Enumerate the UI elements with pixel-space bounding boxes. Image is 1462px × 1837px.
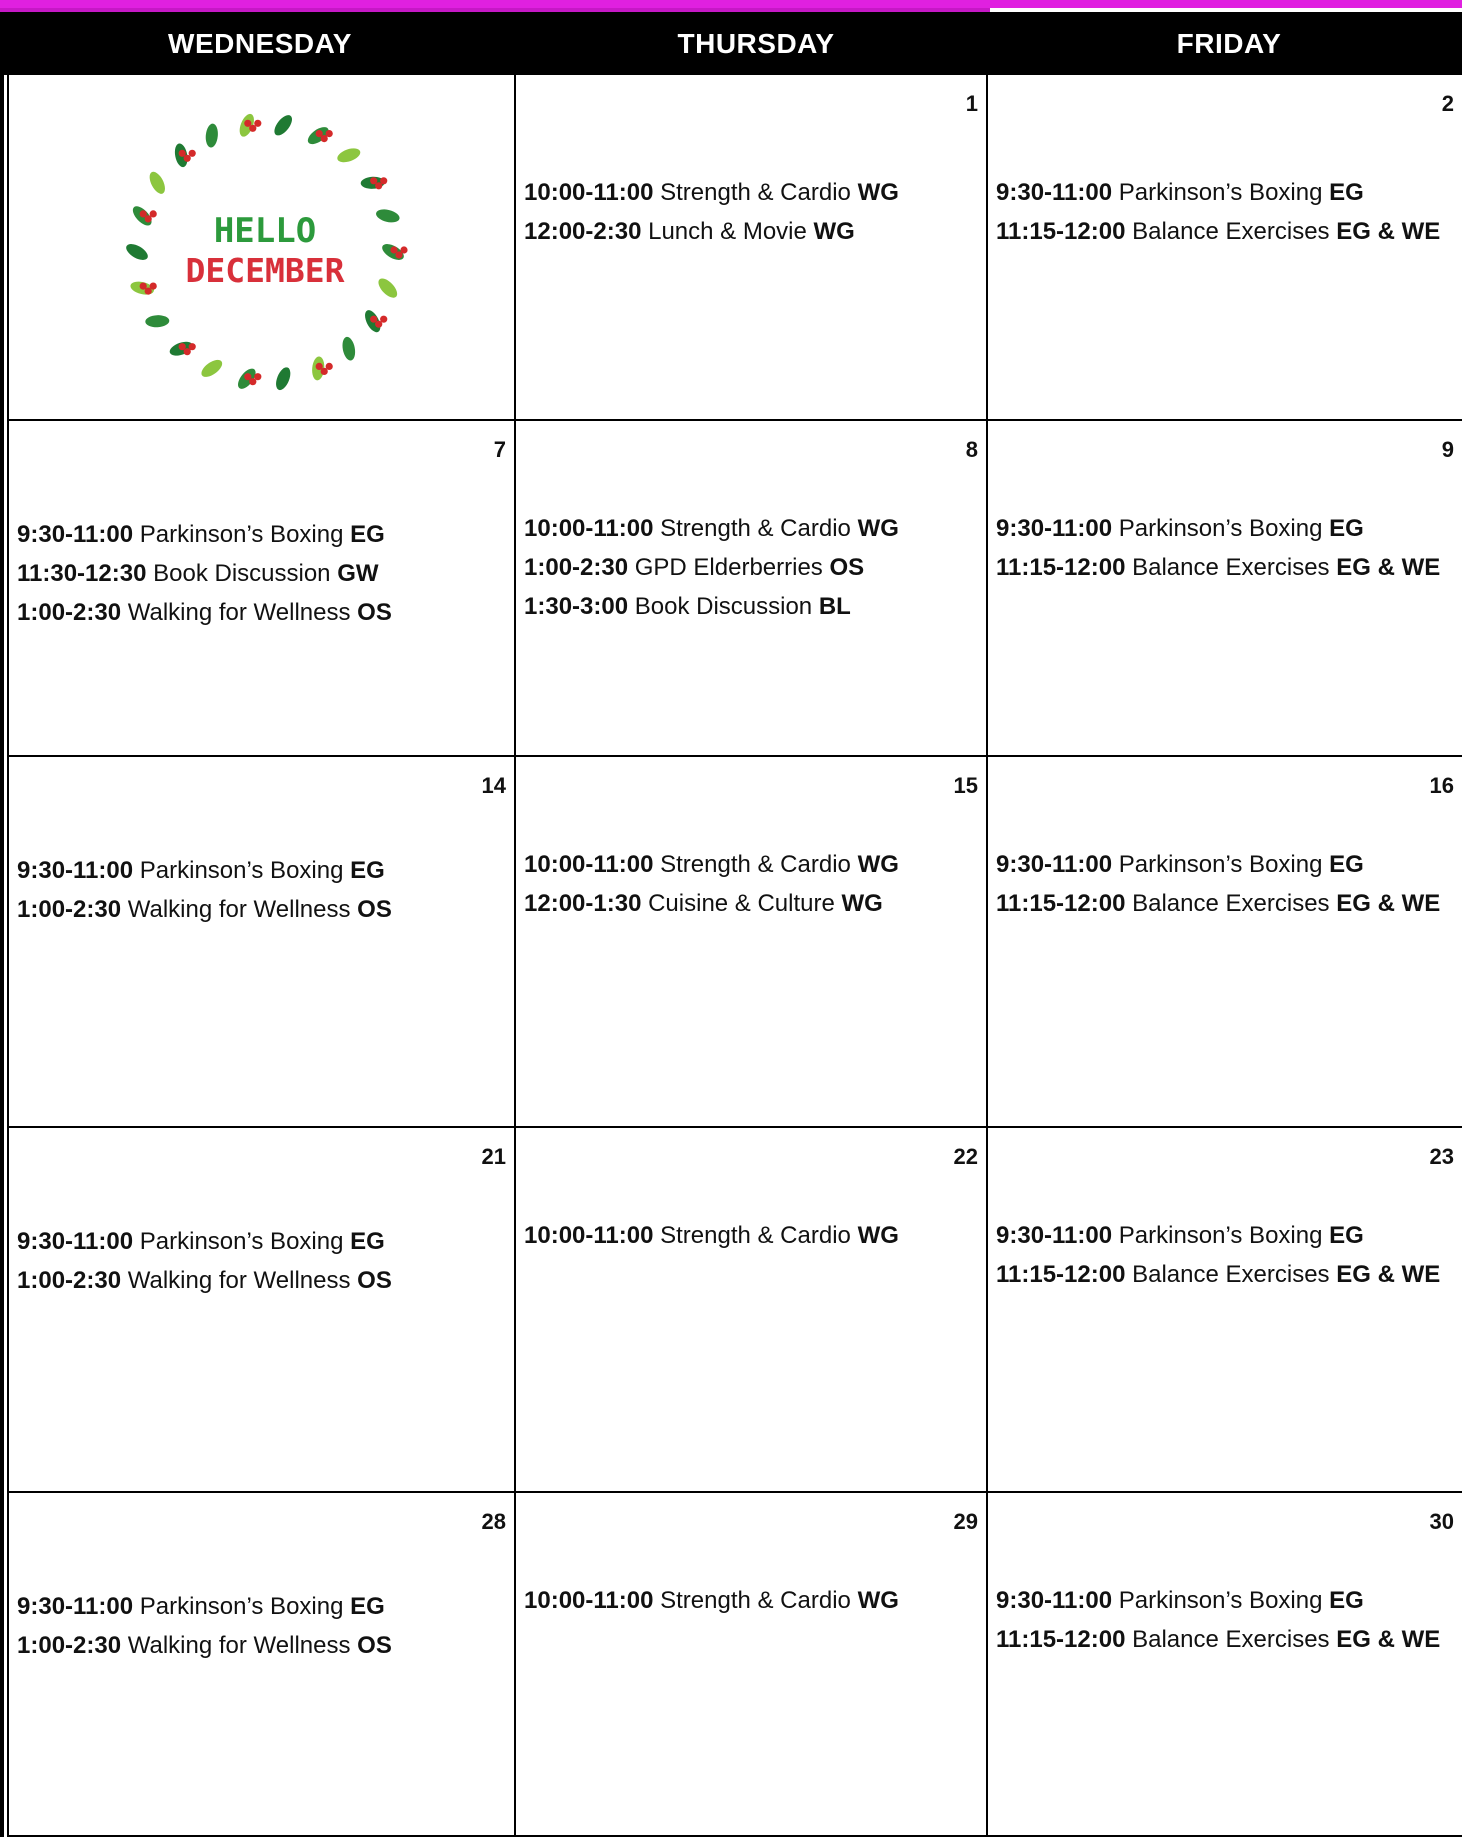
berry-icon <box>326 130 333 137</box>
berry-icon <box>150 210 157 217</box>
event-list <box>17 1587 508 1665</box>
event-time: 1:00-2:30 <box>17 1632 122 1659</box>
event-time: 11:15-12:00 <box>996 554 1126 581</box>
event-title: Parkinson’s Boxing <box>139 857 344 884</box>
event-time: 9:30-11:00 <box>17 1228 134 1255</box>
event-item <box>17 554 508 593</box>
event-item <box>524 845 980 884</box>
event-list <box>524 173 980 251</box>
event-time: 12:00-2:30 <box>524 218 642 245</box>
event-location: EG <box>1329 851 1364 878</box>
event-title: Balance Exercises <box>1132 1261 1330 1288</box>
day-cell <box>9 757 516 1128</box>
event-time: 9:30-11:00 <box>996 1222 1113 1249</box>
day-cell <box>9 421 516 757</box>
event-item <box>17 593 508 632</box>
event-time: 11:15-12:00 <box>996 1626 1126 1653</box>
event-item <box>996 1581 1456 1620</box>
berry-icon <box>150 283 157 290</box>
event-location: BL <box>818 593 851 620</box>
event-location: WG <box>857 179 899 206</box>
day-number: 15 <box>953 773 978 798</box>
day-number: 28 <box>481 1509 506 1534</box>
holly-leaf-icon <box>335 146 362 165</box>
day-cell <box>516 1493 988 1837</box>
event-time: 10:00-11:00 <box>524 1587 654 1614</box>
event-time: 10:00-11:00 <box>524 515 654 542</box>
frame-border <box>0 12 4 1837</box>
event-list <box>17 851 508 929</box>
event-item <box>996 548 1456 587</box>
event-location: WG <box>813 218 855 245</box>
event-location: WG <box>857 515 899 542</box>
event-item <box>996 212 1456 251</box>
event-time: 1:00-2:30 <box>17 599 122 626</box>
event-item <box>996 509 1456 548</box>
event-list <box>524 1581 980 1620</box>
event-title: Balance Exercises <box>1132 218 1330 245</box>
event-item <box>996 884 1456 923</box>
day-number: 21 <box>481 1144 506 1169</box>
day-number: 29 <box>953 1509 978 1534</box>
day-cell <box>9 1128 516 1493</box>
event-location: EG & WE <box>1336 1261 1441 1288</box>
event-location: WG <box>857 851 899 878</box>
event-title: Parkinson’s Boxing <box>1118 1222 1323 1249</box>
day-number: 30 <box>1429 1509 1454 1534</box>
berry-icon <box>326 363 333 370</box>
event-title: Parkinson’s Boxing <box>1118 1587 1323 1614</box>
event-item <box>996 1216 1456 1255</box>
event-time: 9:30-11:00 <box>996 1587 1113 1614</box>
event-time: 1:30-3:00 <box>524 593 629 620</box>
event-item <box>17 1587 508 1626</box>
event-item <box>17 890 508 929</box>
event-item <box>17 515 508 554</box>
day-number: 14 <box>481 773 506 798</box>
event-time: 9:30-11:00 <box>17 521 134 548</box>
event-title: Balance Exercises <box>1132 1626 1330 1653</box>
event-location: OS <box>357 1267 392 1294</box>
event-time: 11:30-12:30 <box>17 560 147 587</box>
event-list <box>17 515 508 632</box>
event-title: Parkinson’s Boxing <box>1118 515 1323 542</box>
holly-leaf-icon <box>205 123 219 148</box>
banner-line-2: DECEMBER <box>185 251 345 290</box>
day-cell <box>988 75 1462 421</box>
holly-leaf-icon <box>273 365 293 392</box>
accent-bar <box>0 0 1462 8</box>
day-number: 8 <box>965 437 978 462</box>
event-location: OS <box>829 554 865 581</box>
holly-leaf-icon <box>341 336 357 362</box>
day-cell <box>988 757 1462 1128</box>
event-title: Walking for Wellness <box>127 896 351 923</box>
header-friday: FRIDAY <box>1176 28 1282 59</box>
event-item <box>524 548 980 587</box>
event-time: 10:00-11:00 <box>524 851 654 878</box>
holly-leaf-icon <box>271 112 295 138</box>
berry-icon <box>189 343 196 350</box>
berry-icon <box>400 246 407 253</box>
day-number: 1 <box>965 91 978 116</box>
event-location: WG <box>841 890 883 917</box>
event-location: WG <box>857 1222 899 1249</box>
event-item <box>17 1222 508 1261</box>
event-location: OS <box>357 599 392 626</box>
berry-icon <box>254 373 261 380</box>
event-location: EG & WE <box>1336 1626 1441 1653</box>
event-title: GPD Elderberries <box>634 554 823 581</box>
event-list <box>524 509 980 626</box>
event-time: 1:00-2:30 <box>17 1267 122 1294</box>
event-item <box>524 1581 980 1620</box>
event-location: EG & WE <box>1336 554 1441 581</box>
event-title: Parkinson’s Boxing <box>139 521 344 548</box>
day-cell <box>988 421 1462 757</box>
event-title: Book Discussion <box>634 593 813 620</box>
event-title: Parkinson’s Boxing <box>1118 179 1323 206</box>
day-cell <box>988 1128 1462 1493</box>
day-number: 22 <box>953 1144 978 1169</box>
event-location: EG <box>1329 179 1364 206</box>
day-cell <box>988 1493 1462 1837</box>
event-title: Balance Exercises <box>1132 554 1330 581</box>
event-list <box>996 845 1456 923</box>
day-cell <box>516 1128 988 1493</box>
day-number: 2 <box>1441 91 1454 116</box>
day-cell <box>9 1493 516 1837</box>
holly-leaf-icon <box>145 315 170 328</box>
event-title: Strength & Cardio <box>660 515 851 542</box>
event-location: WG <box>857 1587 899 1614</box>
header-thursday: THURSDAY <box>677 28 835 59</box>
event-item <box>996 1255 1456 1294</box>
event-time: 11:15-12:00 <box>996 1261 1126 1288</box>
event-time: 11:15-12:00 <box>996 218 1126 245</box>
event-title: Strength & Cardio <box>660 1587 851 1614</box>
event-item <box>17 851 508 890</box>
event-item <box>524 212 980 251</box>
event-title: Walking for Wellness <box>127 1267 351 1294</box>
weekday-header <box>4 12 1462 75</box>
event-title: Balance Exercises <box>1132 890 1330 917</box>
holly-leaf-icon <box>146 169 168 196</box>
event-item <box>524 884 980 923</box>
event-time: 1:00-2:30 <box>524 554 629 581</box>
event-item <box>524 1216 980 1255</box>
day-cell <box>516 757 988 1128</box>
event-list <box>996 1216 1456 1294</box>
event-list <box>996 1581 1456 1659</box>
event-list <box>524 845 980 923</box>
header-wednesday: WEDNESDAY <box>168 28 352 59</box>
event-list <box>524 1216 980 1255</box>
event-title: Cuisine & Culture <box>648 890 835 917</box>
event-location: GW <box>337 560 379 587</box>
event-time: 10:00-11:00 <box>524 179 654 206</box>
event-list <box>17 1222 508 1300</box>
day-number: 9 <box>1441 437 1454 462</box>
event-list <box>996 509 1456 587</box>
day-number: 16 <box>1429 773 1454 798</box>
event-location: EG <box>350 521 385 548</box>
berry-icon <box>254 120 261 127</box>
event-location: EG <box>1329 515 1364 542</box>
event-title: Strength & Cardio <box>660 179 851 206</box>
event-title: Lunch & Movie <box>648 218 807 245</box>
event-time: 1:00-2:30 <box>17 896 122 923</box>
event-time: 10:00-11:00 <box>524 1222 654 1249</box>
event-location: EG & WE <box>1336 890 1441 917</box>
event-location: EG <box>350 1228 385 1255</box>
event-time: 9:30-11:00 <box>996 851 1113 878</box>
holly-leaf-icon <box>375 275 400 301</box>
day-number: 23 <box>1429 1144 1454 1169</box>
event-location: OS <box>357 1632 392 1659</box>
event-location: EG & WE <box>1336 218 1441 245</box>
event-location: EG <box>350 1593 385 1620</box>
event-title: Parkinson’s Boxing <box>139 1228 344 1255</box>
event-location: EG <box>1329 1222 1364 1249</box>
event-time: 9:30-11:00 <box>17 857 134 884</box>
event-item <box>524 173 980 212</box>
day-number: 7 <box>493 437 506 462</box>
event-item <box>17 1626 508 1665</box>
berry-icon <box>380 316 387 323</box>
event-title: Walking for Wellness <box>127 599 351 626</box>
event-title: Strength & Cardio <box>660 851 851 878</box>
event-time: 9:30-11:00 <box>17 1593 134 1620</box>
hello-december-wreath <box>110 92 420 408</box>
holly-leaf-icon <box>199 357 226 381</box>
event-time: 9:30-11:00 <box>996 179 1113 206</box>
day-cell <box>516 421 988 757</box>
event-title: Parkinson’s Boxing <box>139 1593 344 1620</box>
event-item <box>524 587 980 626</box>
event-time: 12:00-1:30 <box>524 890 642 917</box>
event-time: 9:30-11:00 <box>996 515 1113 542</box>
holly-leaf-icon <box>124 241 151 263</box>
event-item <box>996 173 1456 212</box>
event-location: OS <box>357 896 392 923</box>
berry-icon <box>189 150 196 157</box>
event-item <box>524 509 980 548</box>
event-item <box>17 1261 508 1300</box>
event-list <box>996 173 1456 251</box>
banner-line-1: HELLO <box>213 211 317 251</box>
event-item <box>996 845 1456 884</box>
berry-icon <box>380 177 387 184</box>
event-title: Book Discussion <box>153 560 331 587</box>
event-time: 11:15-12:00 <box>996 890 1126 917</box>
day-cell <box>516 75 988 421</box>
event-location: EG <box>350 857 385 884</box>
event-title: Strength & Cardio <box>660 1222 851 1249</box>
event-location: EG <box>1329 1587 1364 1614</box>
event-title: Walking for Wellness <box>127 1632 351 1659</box>
event-item <box>996 1620 1456 1659</box>
event-title: Parkinson’s Boxing <box>1118 851 1323 878</box>
holly-leaf-icon <box>375 207 401 224</box>
